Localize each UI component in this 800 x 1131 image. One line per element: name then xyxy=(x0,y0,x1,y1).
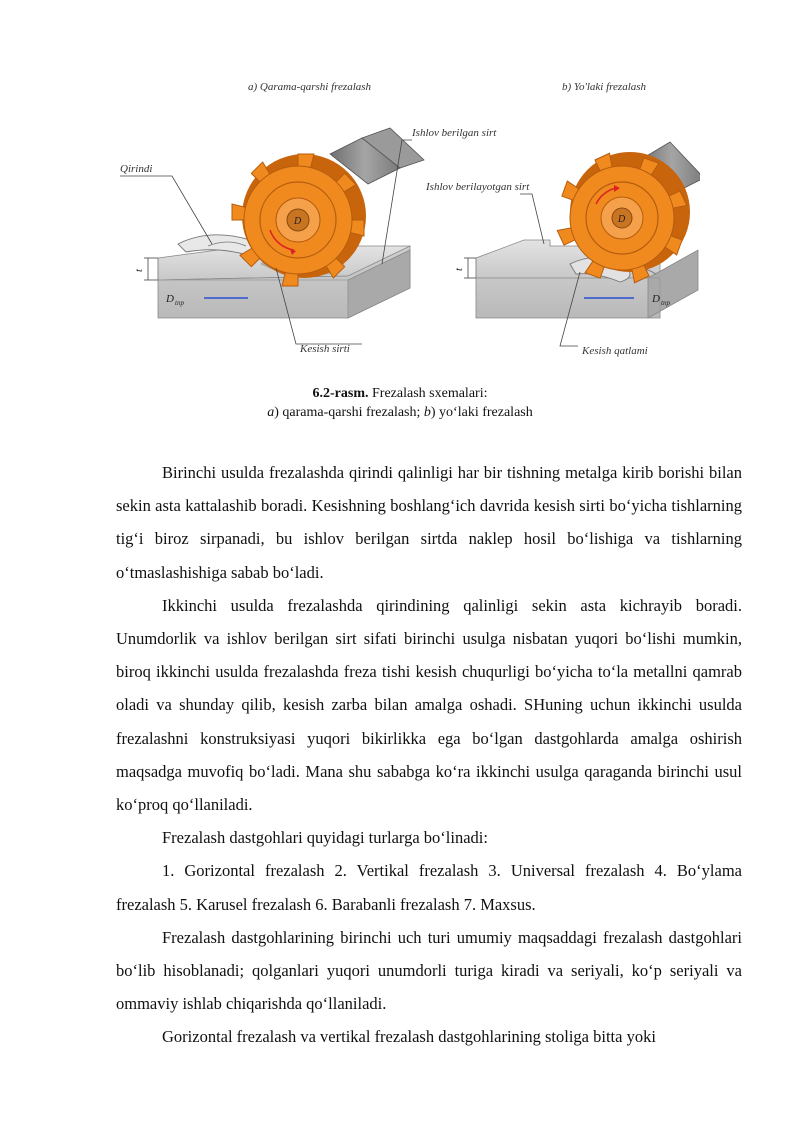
figure-b xyxy=(425,81,700,357)
caption-part-b-letter: b xyxy=(423,405,431,420)
paragraph: Gorizontal frezalash va vertikal frezalash dastgohlarining stoliga bitta yoki xyxy=(162,1027,656,1047)
caption-part-b-text: ) yo‘laki frezalash xyxy=(430,405,533,420)
figure-a-title: a) Qarama-qarshi frezalash xyxy=(248,81,372,93)
paragraph: Frezalash dastgohlari quyidagi turlarga bo‘linadi: xyxy=(162,828,488,848)
surface-being-machined-label: Ishlov berilayotgan sirt xyxy=(426,181,530,193)
caption-part-a-letter: a xyxy=(267,405,275,420)
cutting-layer-label: Kesish qatlami xyxy=(582,345,648,357)
machined-surface-label: Ishlov berilgan sirt xyxy=(412,127,497,139)
feed-label-a-sub: tnp xyxy=(175,299,184,307)
chip-label: Qirindi xyxy=(120,163,153,175)
depth-dimension-a xyxy=(144,258,158,280)
caption-line-1 xyxy=(0,384,800,403)
cutter-diameter-label-a: D xyxy=(294,216,302,227)
paragraph: 1. Gorizontal frezalash 2. Vertikal frezalash 3. Universal frezalash 4. Bo‘ylama frezalash 5. Karusel frezalash 6. Barabanli frezalash 7. Maxsus. xyxy=(116,861,742,914)
feed-label-a: D xyxy=(166,293,174,305)
figure-caption xyxy=(0,384,800,422)
cutter-diameter-label-b: D xyxy=(618,214,626,225)
cutting-surface-label: Kesish sirti xyxy=(300,343,350,355)
milling-schemes-figure xyxy=(100,68,700,368)
figure-b-title: b) Yo'laki frezalash xyxy=(562,81,647,93)
paragraph: Frezalash dastgohlarining birinchi uch turi umumiy maqsaddagi frezalash dastgohlari bo‘lib hisoblanadi; qolganlari yuqori unumdorli turiga kiradi va seriyali, ko‘p seriyali va ommaviy ishlab chiqarishda qo‘llaniladi. xyxy=(116,927,742,1014)
body-text xyxy=(116,456,742,1054)
depth-label-a: t xyxy=(133,268,145,272)
feed-label-b: D xyxy=(652,293,660,305)
depth-dimension-b xyxy=(464,258,476,278)
depth-label-b: t xyxy=(453,267,465,271)
caption-number: 6.2-rasm. xyxy=(312,386,369,401)
paragraph: Birinchi usulda frezalashda qirindi qalinligi har bir tishning metalga kirib borishi bilan sekin asta kattalashib boradi. Kesishning boshlang‘ich davrida kesish sirti bo‘yicha tishlarning tig‘i biroz sirpanadi, bu ishlov berilgan sirtda naklep hosil bo‘lishiga va tishlarning o‘tmaslashishiga sabab bo‘ladi. xyxy=(116,463,742,582)
caption-part-a-text: ) qarama-qarshi frezalash; xyxy=(274,405,424,420)
caption-line-2 xyxy=(0,403,800,422)
figure-a xyxy=(120,81,497,355)
caption-title: Frezalash sxemalari: xyxy=(368,386,488,401)
feed-label-b-sub: tnp xyxy=(661,299,670,307)
paragraph: Ikkinchi usulda frezalashda qirindining qalinligi sekin asta kichrayib boradi. Unumdorlik va ishlov berilgan sirt sifati birinchi usulga nisbatan yuqori bo‘lishi mumkin, biroq ikkinchi usulda frezalashda freza tishi kesish chuqurligi bo‘yicha to‘la metallni qamrab oladi va shunday qilib, kesish zarba bilan amalga oshadi. SHuning uchun ikkinchi usulda frezalashni konstruksiyasi yuqori bikirlikka ega bo‘lgan dastgohlarda amalga oshirish maqsadga muvofiq bo‘ladi. Mana shu sababga ko‘ra ikkinchi usulga qaraganda birinchi usul ko‘proq qo‘llaniladi. xyxy=(116,595,742,815)
